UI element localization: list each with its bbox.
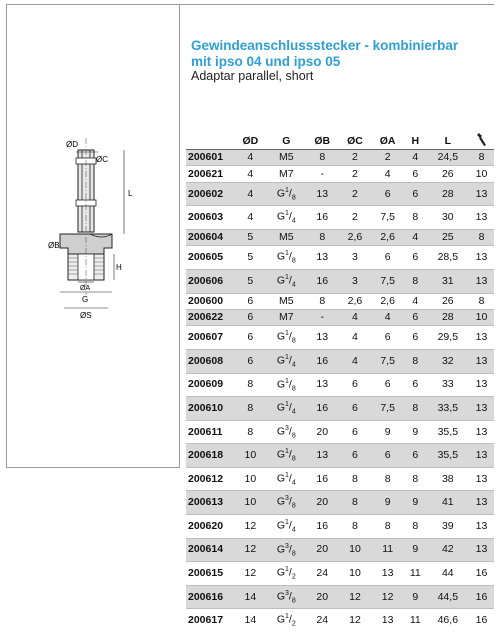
label-c: ØC	[96, 155, 108, 164]
table-cell: 16	[306, 349, 339, 373]
table-cell: 24,5	[427, 150, 469, 166]
table-cell: 8	[469, 229, 494, 245]
table-cell: 6	[404, 309, 427, 325]
table-cell: 2,6	[371, 229, 404, 245]
header-article	[186, 132, 234, 150]
table-cell: -	[306, 309, 339, 325]
article-number: 200622	[186, 309, 234, 325]
table-cell: 11	[404, 562, 427, 586]
table-cell: $G^1/_8$	[267, 444, 306, 468]
table-cell: 8	[404, 206, 427, 230]
table-cell: 13	[469, 420, 494, 444]
table-cell: 7,5	[371, 397, 404, 421]
table-cell: 29,5	[427, 326, 469, 350]
table-cell: 3	[339, 269, 372, 293]
article-number: 200608	[186, 349, 234, 373]
table-cell: M5	[267, 293, 306, 309]
table-cell: 2,6	[339, 229, 372, 245]
table-cell: 8	[234, 397, 267, 421]
table-cell: 13	[469, 206, 494, 230]
table-cell: 4	[339, 349, 372, 373]
table-cell: 6	[371, 373, 404, 397]
article-number: 200618	[186, 444, 234, 468]
table-cell: 20	[306, 538, 339, 562]
table-cell: 13	[306, 182, 339, 206]
table-cell: 10	[234, 444, 267, 468]
table-cell: 16	[306, 206, 339, 230]
table-cell: 33,5	[427, 397, 469, 421]
table-cell: 4	[339, 326, 372, 350]
header-c: ØC	[347, 134, 363, 147]
table-cell: 16	[469, 609, 494, 632]
table-cell: 13	[306, 444, 339, 468]
table-cell: M7	[267, 166, 306, 182]
table-cell: 13	[469, 326, 494, 350]
table-row	[186, 293, 494, 309]
table-cell: 4	[404, 293, 427, 309]
table-cell: 10	[234, 491, 267, 515]
table-cell: $G^1/_4$	[267, 206, 306, 230]
table-cell: 5	[234, 229, 267, 245]
table-cell: 4	[234, 150, 267, 166]
table-cell: 8	[306, 293, 339, 309]
table-cell: M5	[267, 229, 306, 245]
table-cell: 13	[371, 562, 404, 586]
table-cell: 7,5	[371, 349, 404, 373]
table-row	[186, 373, 494, 397]
table-cell: 12	[339, 609, 372, 632]
table-cell: 2	[339, 150, 372, 166]
table-cell: 13	[371, 609, 404, 632]
table-cell: 8	[339, 467, 372, 491]
table-cell: $G^1/_4$	[267, 397, 306, 421]
table-cell: 8	[306, 150, 339, 166]
table-cell: 6	[339, 397, 372, 421]
table-cell: 6	[339, 444, 372, 468]
table-cell: $G^1/_4$	[267, 269, 306, 293]
table-cell: 13	[469, 269, 494, 293]
table-cell: 13	[469, 182, 494, 206]
table-row	[186, 562, 494, 586]
wrench-icon	[469, 132, 494, 150]
table-cell: 4	[234, 182, 267, 206]
table-cell: $G^3/_8$	[267, 538, 306, 562]
table-cell: 6	[404, 326, 427, 350]
table-cell: 35,5	[427, 444, 469, 468]
table-cell: 33	[427, 373, 469, 397]
table-cell: 32	[427, 349, 469, 373]
table-cell: 6	[371, 246, 404, 270]
table-cell: 12	[339, 585, 372, 609]
header-l: L	[444, 134, 452, 147]
table-cell: $G^1/_8$	[267, 373, 306, 397]
label-l: L	[128, 189, 133, 198]
table-cell: 20	[306, 491, 339, 515]
table-cell: 9	[404, 420, 427, 444]
table-cell: 7,5	[371, 206, 404, 230]
technical-drawing	[40, 130, 160, 330]
article-number: 200611	[186, 420, 234, 444]
table-cell: 2,6	[339, 293, 372, 309]
table-cell: 42	[427, 538, 469, 562]
table-row	[186, 326, 494, 350]
table-cell: 8	[339, 515, 372, 539]
table-cell: 24	[306, 609, 339, 632]
table-cell: 16	[306, 515, 339, 539]
table-cell: 9	[404, 585, 427, 609]
table-cell: 10	[469, 166, 494, 182]
product-subtitle: Adaptar parallel, short	[191, 69, 314, 83]
table-cell: 6	[234, 309, 267, 325]
table-cell: 8	[371, 467, 404, 491]
article-number: 200621	[186, 166, 234, 182]
table-cell: 2	[339, 182, 372, 206]
product-title-line-2: mit ipso 04 und ipso 05	[191, 54, 341, 69]
table-cell: $G^1/_4$	[267, 467, 306, 491]
table-row	[186, 150, 494, 166]
table-cell: 25	[427, 229, 469, 245]
table-cell: 13	[469, 397, 494, 421]
article-number: 200601	[186, 150, 234, 166]
table-cell: 35,5	[427, 420, 469, 444]
article-number: 200604	[186, 229, 234, 245]
table-cell: 6	[234, 293, 267, 309]
table-cell: 3	[339, 246, 372, 270]
table-cell: 8	[371, 515, 404, 539]
table-cell: 10	[339, 562, 372, 586]
table-cell: 30	[427, 206, 469, 230]
table-row	[186, 349, 494, 373]
table-cell: 16	[306, 397, 339, 421]
article-number: 200603	[186, 206, 234, 230]
table-cell: 12	[234, 515, 267, 539]
table-cell: 10	[234, 467, 267, 491]
label-h: H	[116, 263, 122, 272]
table-cell: 11	[371, 538, 404, 562]
header-d: ØD	[242, 134, 259, 147]
table-cell: 13	[469, 515, 494, 539]
table-cell: 12	[371, 585, 404, 609]
header-h: H	[411, 134, 420, 147]
table-row	[186, 206, 494, 230]
top-border-line	[178, 4, 494, 5]
table-cell: 6	[234, 349, 267, 373]
table-cell: 28	[427, 309, 469, 325]
table-cell: 5	[234, 269, 267, 293]
label-d: ØD	[66, 140, 78, 149]
table-cell: 31	[427, 269, 469, 293]
table-row	[186, 609, 494, 632]
label-g: G	[82, 295, 89, 304]
table-cell: 13	[469, 444, 494, 468]
table-cell: 9	[404, 491, 427, 515]
table-cell: 13	[469, 373, 494, 397]
table-cell: 6	[371, 444, 404, 468]
table-cell: 16	[469, 562, 494, 586]
table-row	[186, 515, 494, 539]
table-cell: 39	[427, 515, 469, 539]
table-cell: 13	[469, 349, 494, 373]
table-cell: 10	[469, 309, 494, 325]
table-cell: 13	[469, 538, 494, 562]
table-row	[186, 397, 494, 421]
table-cell: 6	[404, 166, 427, 182]
table-row	[186, 246, 494, 270]
table-cell: $G^1/_2$	[267, 609, 306, 632]
article-number: 200605	[186, 246, 234, 270]
header-b: ØB	[314, 134, 331, 147]
table-row	[186, 585, 494, 609]
table-row	[186, 269, 494, 293]
table-cell: 13	[469, 467, 494, 491]
table-cell: 11	[404, 609, 427, 632]
table-row	[186, 491, 494, 515]
header-a: ØA	[379, 134, 396, 147]
table-cell: 13	[306, 246, 339, 270]
table-cell: 12	[234, 538, 267, 562]
table-cell: 2	[371, 150, 404, 166]
table-cell: $G^3/_8$	[267, 585, 306, 609]
article-number: 200614	[186, 538, 234, 562]
table-cell: 8	[404, 467, 427, 491]
article-number: 200600	[186, 293, 234, 309]
table-cell: 41	[427, 491, 469, 515]
article-number: 200617	[186, 609, 234, 632]
table-cell: 8	[339, 491, 372, 515]
table-cell: 20	[306, 420, 339, 444]
article-number: 200613	[186, 491, 234, 515]
table-cell: 28	[427, 182, 469, 206]
table-cell: 13	[469, 491, 494, 515]
article-number: 200610	[186, 397, 234, 421]
table-cell: 12	[234, 562, 267, 586]
table-cell: $G^1/_2$	[267, 562, 306, 586]
table-cell: 2	[339, 166, 372, 182]
table-cell: 6	[234, 326, 267, 350]
article-number: 200615	[186, 562, 234, 586]
table-cell: 9	[404, 538, 427, 562]
table-cell: 13	[306, 373, 339, 397]
table-cell: 16	[306, 467, 339, 491]
table-cell: 46,6	[427, 609, 469, 632]
table-cell: 5	[234, 246, 267, 270]
table-cell: -	[306, 166, 339, 182]
table-cell: 4	[234, 166, 267, 182]
article-number: 200606	[186, 269, 234, 293]
table-row	[186, 538, 494, 562]
table-cell: 4	[404, 150, 427, 166]
header-g: G	[282, 134, 291, 147]
table-cell: 4	[339, 309, 372, 325]
table-cell: 8	[404, 269, 427, 293]
table-cell: 44	[427, 562, 469, 586]
table-cell: 26	[427, 293, 469, 309]
table-row	[186, 309, 494, 325]
table-cell: 10	[339, 538, 372, 562]
table-cell: 7,5	[371, 269, 404, 293]
table-cell: $G^3/_8$	[267, 491, 306, 515]
label-b: ØB	[48, 241, 60, 250]
spec-table	[186, 132, 494, 632]
table-cell: 16	[469, 585, 494, 609]
table-cell: 38	[427, 467, 469, 491]
article-number: 200607	[186, 326, 234, 350]
table-cell: $G^1/_8$	[267, 326, 306, 350]
table-cell: 13	[469, 246, 494, 270]
table-cell: $G^1/_4$	[267, 349, 306, 373]
table-cell: 6	[371, 326, 404, 350]
table-cell: 6	[339, 420, 372, 444]
table-cell: 9	[371, 491, 404, 515]
table-cell: 13	[306, 326, 339, 350]
article-number: 200620	[186, 515, 234, 539]
article-number: 200609	[186, 373, 234, 397]
table-cell: M7	[267, 309, 306, 325]
table-cell: 6	[404, 182, 427, 206]
table-cell: 6	[339, 373, 372, 397]
label-a: ØA	[80, 285, 91, 292]
table-cell: 6	[404, 373, 427, 397]
table-cell: 2,6	[371, 293, 404, 309]
table-cell: 20	[306, 585, 339, 609]
table-cell: 8	[404, 349, 427, 373]
table-cell: M5	[267, 150, 306, 166]
table-cell: 28,5	[427, 246, 469, 270]
table-cell: 6	[404, 246, 427, 270]
table-cell: 8	[469, 293, 494, 309]
spec-table-header	[186, 132, 494, 150]
table-cell: 26	[427, 166, 469, 182]
table-cell: $G^1/_8$	[267, 246, 306, 270]
table-cell: 8	[234, 420, 267, 444]
table-cell: 2	[339, 206, 372, 230]
label-s: ØS	[80, 311, 92, 320]
table-cell: 6	[404, 444, 427, 468]
table-cell: 8	[404, 515, 427, 539]
table-cell: 24	[306, 562, 339, 586]
product-title-line-1: Gewindeanschlussstecker - kombinierbar	[191, 38, 459, 53]
table-cell: 6	[371, 182, 404, 206]
article-number: 200612	[186, 467, 234, 491]
table-cell: 8	[404, 397, 427, 421]
table-row	[186, 229, 494, 245]
table-cell: 8	[306, 229, 339, 245]
table-cell: 4	[371, 166, 404, 182]
table-cell: $G^1/_8$	[267, 182, 306, 206]
table-cell: 16	[306, 269, 339, 293]
table-cell: 4	[234, 206, 267, 230]
table-cell: 14	[234, 585, 267, 609]
article-number: 200616	[186, 585, 234, 609]
table-cell: 4	[371, 309, 404, 325]
table-row	[186, 444, 494, 468]
article-number: 200602	[186, 182, 234, 206]
table-cell: 14	[234, 609, 267, 632]
table-cell: 8	[234, 373, 267, 397]
table-row	[186, 182, 494, 206]
table-cell: 9	[371, 420, 404, 444]
table-cell: 4	[404, 229, 427, 245]
table-row	[186, 467, 494, 491]
table-cell: $G^3/_8$	[267, 420, 306, 444]
table-row	[186, 166, 494, 182]
table-row	[186, 420, 494, 444]
table-cell: 44,5	[427, 585, 469, 609]
table-cell: $G^1/_4$	[267, 515, 306, 539]
table-cell: 8	[469, 150, 494, 166]
